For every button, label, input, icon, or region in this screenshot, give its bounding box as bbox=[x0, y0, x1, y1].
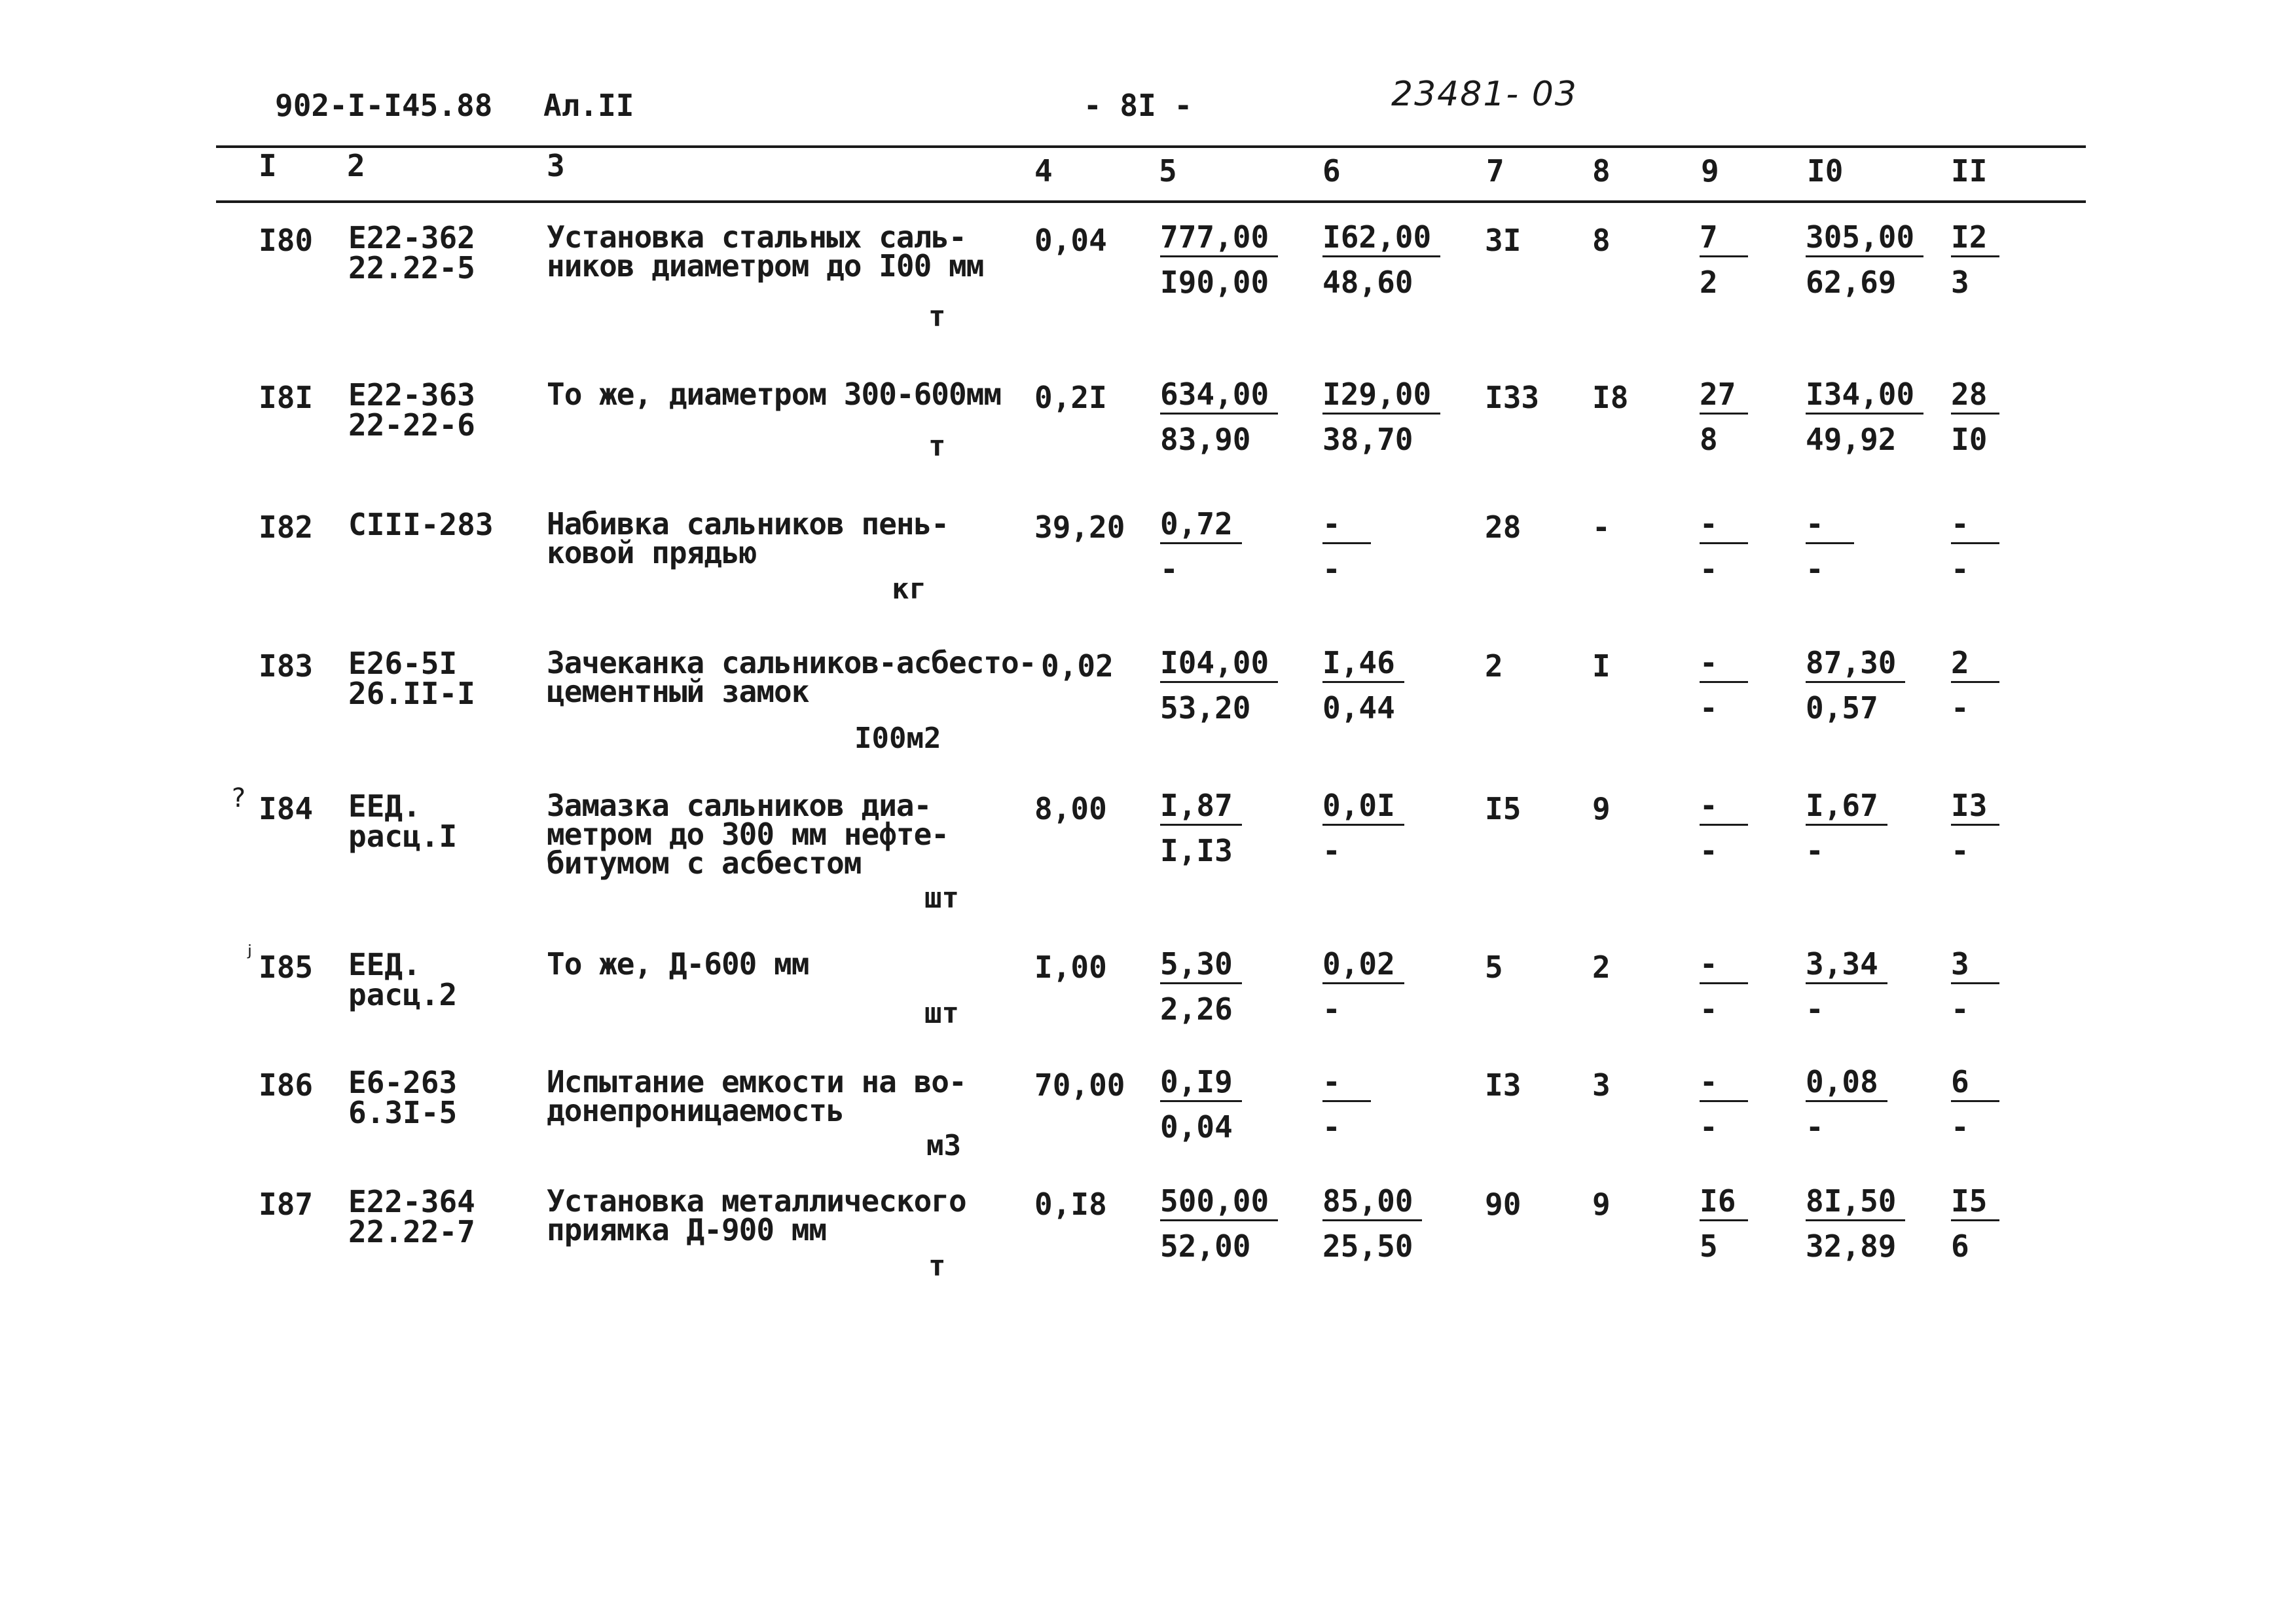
column-header: 4 bbox=[1034, 153, 1053, 189]
col10-value: 87,30 0,57 bbox=[1806, 644, 1905, 726]
row-number: I84 bbox=[259, 791, 314, 826]
col6-value: - - bbox=[1322, 506, 1371, 587]
col6-value: 0,02 - bbox=[1322, 946, 1404, 1027]
col7-value: 2 bbox=[1485, 648, 1503, 684]
col8-value: 2 bbox=[1592, 950, 1611, 985]
col7-value: I5 bbox=[1485, 791, 1522, 826]
row-quantity: 0,2I bbox=[1034, 380, 1107, 415]
col6-value: 85,00 25,50 bbox=[1322, 1183, 1422, 1264]
row-description: То же, диаметром 300-600мм bbox=[547, 377, 1002, 412]
col5-value: 5,30 2,26 bbox=[1160, 946, 1242, 1027]
row-unit: м3 bbox=[926, 1129, 961, 1162]
col5-value: 500,00 52,00 bbox=[1160, 1183, 1278, 1264]
row-code: ЕЕД. расц.I bbox=[348, 788, 458, 854]
col8-value: I8 bbox=[1592, 380, 1629, 415]
column-header: 7 bbox=[1486, 153, 1504, 189]
row-unit: т bbox=[928, 300, 946, 333]
row-quantity: 0,04 bbox=[1034, 223, 1107, 258]
margin-mark: ʲ bbox=[241, 940, 257, 970]
row-unit: кг bbox=[892, 572, 926, 606]
row-number: I80 bbox=[259, 223, 314, 258]
row-quantity: 0,I8 bbox=[1034, 1187, 1107, 1222]
sheet-label: Ал.II bbox=[543, 88, 634, 123]
row-quantity: 0,02 bbox=[1041, 648, 1114, 684]
col9-value: - - bbox=[1700, 787, 1748, 869]
col11-value: I2 3 bbox=[1951, 219, 1999, 301]
row-unit: т bbox=[928, 430, 946, 463]
row-description: То же, Д-600 мм bbox=[547, 946, 809, 982]
column-header: 9 bbox=[1701, 153, 1719, 189]
row-number: I85 bbox=[259, 950, 314, 985]
col10-value: I,67 - bbox=[1806, 787, 1887, 869]
col8-value: I bbox=[1592, 648, 1611, 684]
row-unit: I00м2 bbox=[854, 722, 941, 755]
page-number: - 8I - bbox=[1084, 88, 1193, 123]
col10-value: 3,34 - bbox=[1806, 946, 1887, 1027]
column-header: II bbox=[1951, 153, 1988, 189]
column-header: 5 bbox=[1159, 153, 1177, 189]
col6-value: I62,00 48,60 bbox=[1322, 219, 1440, 301]
col8-value: - bbox=[1592, 509, 1611, 545]
col11-value: 28 I0 bbox=[1951, 376, 1999, 458]
header-rule-bottom bbox=[216, 200, 2086, 203]
col7-value: 90 bbox=[1485, 1187, 1522, 1222]
col10-value: - - bbox=[1806, 506, 1854, 587]
margin-mark: ? bbox=[230, 783, 247, 813]
row-quantity: I,00 bbox=[1034, 950, 1107, 985]
col7-value: 5 bbox=[1485, 950, 1503, 985]
col7-value: 3I bbox=[1485, 223, 1522, 258]
row-code: Е6-263 6.3I-5 bbox=[348, 1065, 458, 1130]
row-code: Е22-364 22.22-7 bbox=[348, 1184, 475, 1249]
row-quantity: 70,00 bbox=[1034, 1067, 1125, 1103]
col6-value: - - bbox=[1322, 1063, 1371, 1145]
col11-value: I5 6 bbox=[1951, 1183, 1999, 1264]
row-code: Е22-362 22.22-5 bbox=[348, 220, 475, 286]
column-header: 8 bbox=[1592, 153, 1611, 189]
row-code: СIII-283 bbox=[348, 507, 494, 542]
col8-value: 9 bbox=[1592, 791, 1611, 826]
header-rule-top bbox=[216, 145, 2086, 148]
col7-value: I3 bbox=[1485, 1067, 1522, 1103]
row-description: Испытание емкости на во- донепроницаемость bbox=[547, 1064, 966, 1128]
col11-value: - - bbox=[1951, 506, 1999, 587]
col9-value: - - bbox=[1700, 1063, 1748, 1145]
col11-value: I3 - bbox=[1951, 787, 1999, 869]
row-code: Е26-5I 26.II-I bbox=[348, 646, 475, 711]
col9-value: 27 8 bbox=[1700, 376, 1748, 458]
col9-value: - - bbox=[1700, 506, 1748, 587]
row-description: Установка стальных саль- ников диаметром до I00 мм bbox=[547, 219, 984, 284]
col11-value: 2 - bbox=[1951, 644, 1999, 726]
col7-value: 28 bbox=[1485, 509, 1522, 545]
row-number: I86 bbox=[259, 1067, 314, 1103]
row-code: ЕЕД. расц.2 bbox=[348, 947, 458, 1012]
col9-value: - - bbox=[1700, 946, 1748, 1027]
row-description: Зачеканка сальников-асбесто- цементный замок bbox=[547, 645, 1036, 709]
col8-value: 9 bbox=[1592, 1187, 1611, 1222]
row-description: Замазка сальников диа- метром до 300 мм нефте- битумом с асбестом bbox=[547, 788, 949, 881]
row-unit: шт bbox=[924, 881, 959, 915]
row-quantity: 39,20 bbox=[1034, 509, 1125, 545]
col9-value: I6 5 bbox=[1700, 1183, 1748, 1264]
col10-value: 0,08 - bbox=[1806, 1063, 1887, 1145]
col10-value: I34,00 49,92 bbox=[1806, 376, 1923, 458]
row-number: I8I bbox=[259, 380, 314, 415]
document-code: 902-I-I45.88 bbox=[275, 88, 493, 123]
col11-value: 6 - bbox=[1951, 1063, 1999, 1145]
row-unit: шт bbox=[924, 997, 959, 1030]
row-unit: т bbox=[928, 1249, 946, 1283]
row-number: I87 bbox=[259, 1187, 314, 1222]
column-header: 6 bbox=[1322, 153, 1341, 189]
row-quantity: 8,00 bbox=[1034, 791, 1107, 826]
column-header: I0 bbox=[1807, 153, 1844, 189]
row-number: I83 bbox=[259, 648, 314, 684]
column-header: 3 bbox=[547, 148, 565, 183]
col9-value: - - bbox=[1700, 644, 1748, 726]
col10-value: 305,00 62,69 bbox=[1806, 219, 1923, 301]
row-number: I82 bbox=[259, 509, 314, 545]
row-description: Набивка сальников пень- ковой прядью bbox=[547, 506, 949, 570]
col5-value: 777,00 I90,00 bbox=[1160, 219, 1278, 301]
col7-value: I33 bbox=[1485, 380, 1540, 415]
col5-value: 0,72 - bbox=[1160, 506, 1242, 587]
column-header: I bbox=[259, 148, 277, 183]
col9-value: 7 2 bbox=[1700, 219, 1748, 301]
col5-value: 0,I9 0,04 bbox=[1160, 1063, 1242, 1145]
row-description: Установка металлического приямка Д-900 мм bbox=[547, 1183, 966, 1247]
handwritten-number: 23481- 03 bbox=[1391, 75, 1578, 114]
col8-value: 8 bbox=[1592, 223, 1611, 258]
col5-value: 634,00 83,90 bbox=[1160, 376, 1278, 458]
col6-value: 0,0I - bbox=[1322, 787, 1404, 869]
col10-value: 8I,50 32,89 bbox=[1806, 1183, 1905, 1264]
col11-value: 3 - bbox=[1951, 946, 1999, 1027]
row-code: Е22-363 22-22-6 bbox=[348, 377, 475, 443]
col5-value: I,87 I,I3 bbox=[1160, 787, 1242, 869]
col6-value: I29,00 38,70 bbox=[1322, 376, 1440, 458]
col6-value: I,46 0,44 bbox=[1322, 644, 1404, 726]
column-header: 2 bbox=[347, 148, 365, 183]
col8-value: 3 bbox=[1592, 1067, 1611, 1103]
col5-value: I04,00 53,20 bbox=[1160, 644, 1278, 726]
